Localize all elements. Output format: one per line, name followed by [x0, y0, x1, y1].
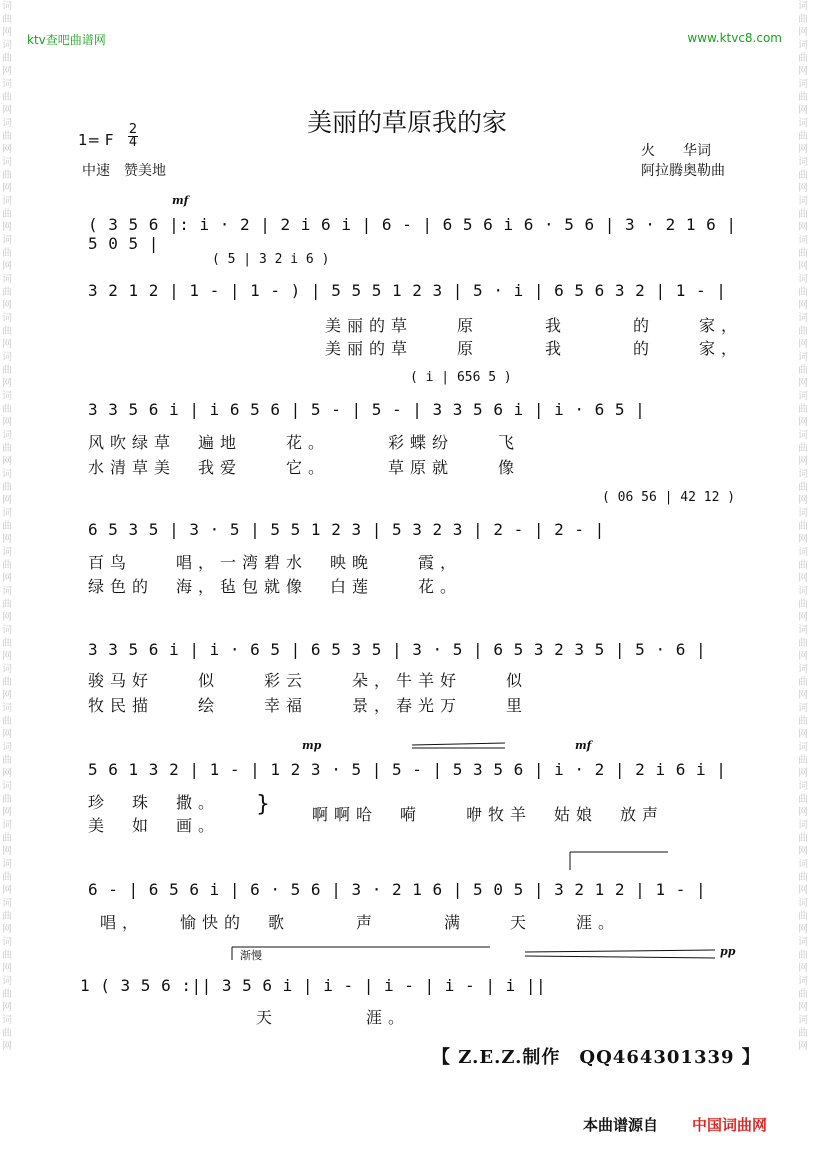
diminuendo-mark	[525, 950, 715, 958]
notation-line-7: 6 - | 6 5 6 i | 6 · 5 6 | 3 · 2 1 6 | 5 0 5 | 3 2 1 2 | 1 - |	[88, 880, 707, 899]
notation-line-5: 3 3 5 6 i | i · 6 5 | 6 5 3 5 | 3 · 5 | 6 5 3 2 3 5 | 5 · 6 |	[88, 640, 707, 659]
volta-bracket	[570, 852, 668, 870]
notation-pre-2: ( 5 | 3 2 i 6 )	[212, 252, 330, 267]
lyric-line-3a: 风吹绿草 遍地 花。 彩蝶纷 飞	[88, 433, 521, 452]
score-title: 美丽的草原我的家	[306, 108, 507, 137]
notation-line-8: 1 ( 3 5 6 :|| 3 5 6 i | i - | i - | i - | i ||	[80, 976, 547, 995]
notation-line-3: 3 3 5 6 i | i 6 5 6 | 5 - | 5 - | 3 3 5 6 i | i · 6 5 |	[88, 400, 646, 419]
lyric-line-2a: 美丽的草 原 我 的 家，	[325, 316, 744, 335]
credit-line: 【 Z.E.Z.制作 QQ464301339 】	[432, 1047, 761, 1068]
ritardando-marking: 渐慢	[240, 949, 262, 962]
lyric-line-8: 天 涯。	[256, 1008, 411, 1027]
side-watermark-left: 词曲网词曲网词曲网词曲网词曲网词曲网词曲网词曲网词曲网词曲网词曲网词曲网词曲网词曲网词曲网词曲网词曲网词曲网词曲网词曲网词曲网词曲网词曲网词曲网词曲网词曲网词曲网	[2, 1, 12, 1052]
notation-pre-4: ( 06 56 | 42 12 )	[602, 490, 736, 505]
source-label: 本曲谱源自	[583, 1116, 659, 1134]
time-bottom: 4	[128, 135, 138, 150]
ritardando-bracket	[232, 947, 490, 960]
site-link-right[interactable]: www.ktvc8.com	[687, 31, 782, 45]
notation-line-4: 6 5 3 5 | 3 · 5 | 5 5 1 2 3 | 5 3 2 3 | 2 - | 2 - |	[88, 520, 605, 539]
site-link-left[interactable]: ktv查吧曲谱网	[27, 33, 106, 47]
dynamic-mf-2: mf	[575, 739, 592, 752]
notation-pre-3: ( i | 656 5 )	[410, 370, 512, 385]
lyric-line-4b: 绿色的 海，毡包就像 白莲 花。	[88, 577, 463, 596]
lyric-line-3b: 水清草美 我爱 它。 草原就 像	[88, 458, 521, 477]
dynamic-mf-1: mf	[172, 194, 189, 207]
brace-icon: }	[256, 792, 270, 817]
key-signature: 1= F	[78, 131, 114, 149]
crescendo-mark	[412, 743, 505, 748]
lyricist: 火 华词	[641, 143, 711, 159]
time-top: 2	[128, 122, 138, 137]
composer: 阿拉腾奥勒曲	[641, 163, 725, 179]
dynamic-mp: mp	[302, 739, 322, 752]
lyric-line-7: 唱， 愉快的 歌 声 满 天 涯。	[100, 913, 621, 932]
notation-line-1: ( 3 5 6 |: i · 2 | 2 i 6 i | 6 - | 6 5 6 i 6 · 5 6 | 3 · 2 1 6 | 5 0 5 |	[88, 215, 737, 253]
lyric-line-6-shared: 啊啊哈 嗬 咿牧羊 姑娘 放声	[312, 805, 665, 824]
source-site-link[interactable]: 中国词曲网	[692, 1116, 768, 1134]
lyric-line-6a: 珍 珠 撒。	[88, 793, 221, 812]
dynamic-pp: pp	[720, 945, 736, 958]
lyric-line-5a: 骏马好 似 彩云 朵，牛羊好 似	[88, 671, 529, 690]
notation-line-6: 5 6 1 3 2 | 1 - | 1 2 3 · 5 | 5 - | 5 3 5 6 | i · 2 | 2 i 6 i |	[88, 760, 727, 779]
lyric-line-4a: 百鸟 唱，一湾碧水 映晚 霞，	[88, 553, 463, 572]
notation-line-2: 3 2 1 2 | 1 - | 1 - ) | 5 5 5 1 2 3 | 5 · i | 6 5 6 3 2 | 1 - |	[88, 281, 727, 300]
lyric-line-5b: 牧民描 绘 幸福 景，春光万 里	[88, 696, 529, 715]
lyric-line-6b: 美 如 画。	[88, 816, 221, 835]
side-watermark-right: 词曲网词曲网词曲网词曲网词曲网词曲网词曲网词曲网词曲网词曲网词曲网词曲网词曲网词曲网词曲网词曲网词曲网词曲网词曲网词曲网词曲网词曲网词曲网词曲网词曲网词曲网词曲网	[798, 1, 808, 1052]
tempo-marking: 中速 赞美地	[82, 163, 166, 179]
lyric-line-2b: 美丽的草 原 我 的 家，	[325, 339, 744, 358]
